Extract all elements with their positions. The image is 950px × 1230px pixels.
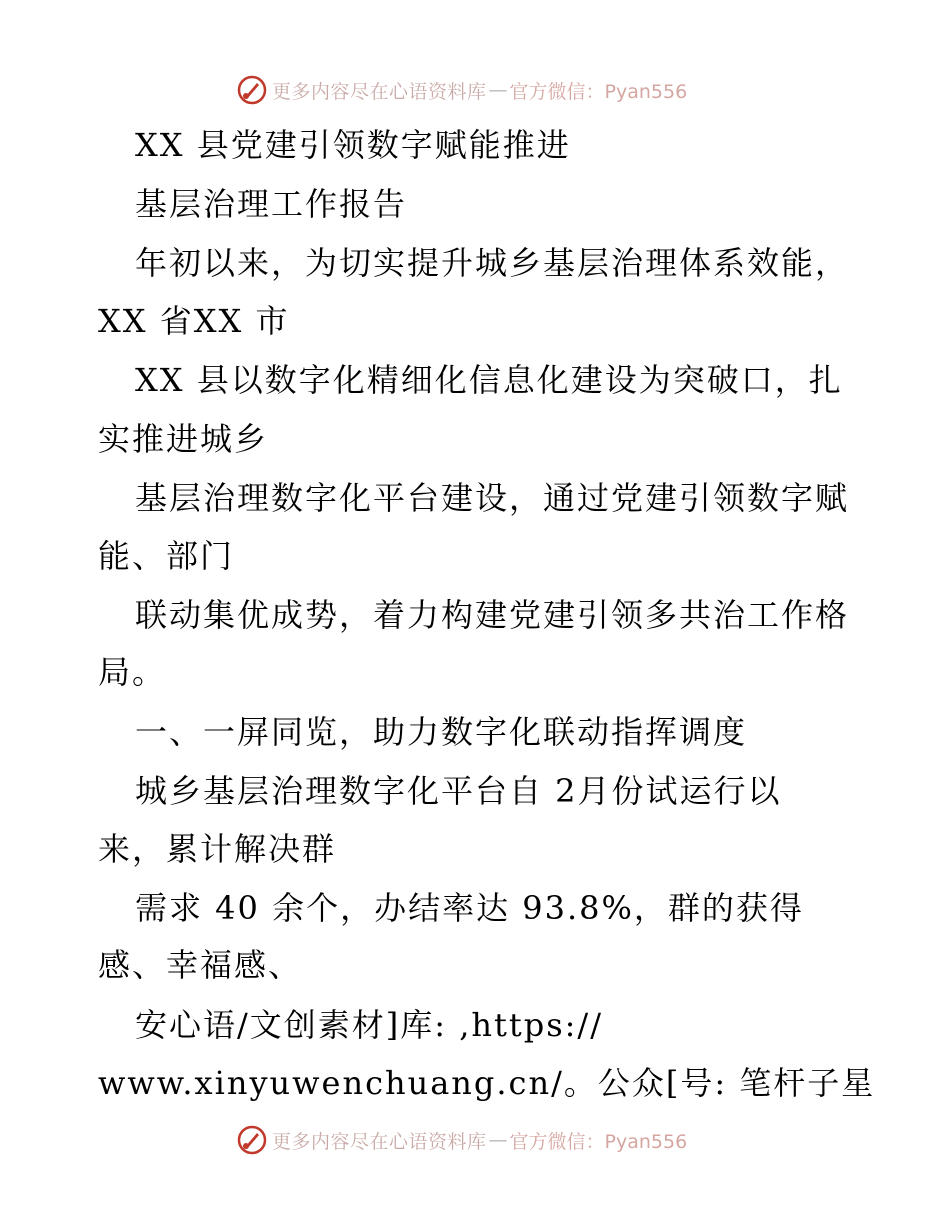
footer-banner [236, 1122, 687, 1158]
doc-text-line: 局。 [98, 653, 167, 691]
doc-text-line: XX 省XX 市 [98, 302, 290, 340]
quill-logo-icon [236, 1124, 268, 1156]
doc-text-line: 年初以来，为切实提升城乡基层治理体系效能， [135, 244, 850, 282]
doc-text-line: 实推进城乡 [98, 420, 269, 458]
doc-title-line-1: XX 县党建引领数字赋能推进 [135, 126, 571, 164]
banner-dash: — [488, 1129, 508, 1151]
banner-text: 更多内容尽在心语资料库 [272, 80, 487, 103]
banner-text: 更多内容尽在心语资料库 [272, 1130, 487, 1153]
banner-wechat: 官方微信：Pyan556 [509, 1130, 688, 1153]
header-banner [236, 72, 687, 108]
doc-text-line: XX 县以数字化精细化信息化建设为突破口，扎 [135, 361, 843, 399]
doc-text-line: 城乡基层治理数字化平台自 2月份试运行以 [135, 772, 782, 810]
doc-text-line: 需求 40 余个，办结率达 93.8%，群的获得 [135, 889, 804, 927]
doc-text-line: 安心语/文创素材]库: ,https:// [135, 1006, 603, 1044]
doc-title-line-2: 基层治理工作报告 [135, 185, 408, 223]
doc-text-line: 能、部门 [98, 537, 235, 575]
doc-text-line: 基层治理数字化平台建设，通过党建引领数字赋 [135, 479, 850, 517]
doc-text-line: 联动集优成势，着力构建党建引领多共治工作格 [135, 596, 850, 634]
banner-wechat: 官方微信：Pyan556 [509, 80, 688, 103]
doc-text-line: www.xinyuwenchuang.cn/。公众[号: 笔杆子星 [98, 1064, 876, 1102]
section-heading: 一、一屏同览，助力数字化联动指挥调度 [135, 713, 748, 751]
doc-text-line: 感、幸福感、 [98, 946, 303, 984]
quill-logo-icon [236, 74, 268, 106]
banner-dash: — [488, 79, 508, 101]
doc-text-line: 来，累计解决群 [98, 830, 337, 868]
